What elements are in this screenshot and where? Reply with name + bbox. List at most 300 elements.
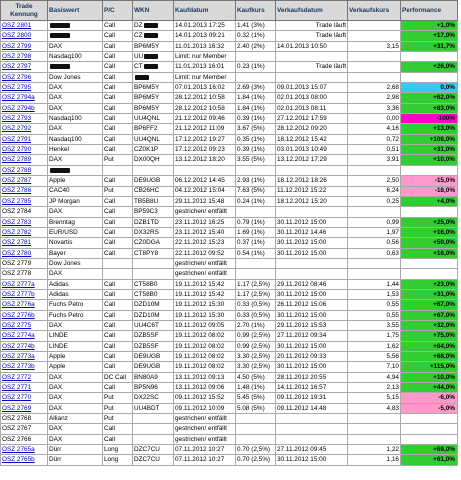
basiswert-cell: EUR/USD xyxy=(48,227,103,237)
kaufdatum-cell: 17.12.2012 19:27 xyxy=(174,134,236,144)
kaufkurs-cell: 2.69 (3%) xyxy=(236,83,276,93)
table-row xyxy=(1,393,458,403)
trade-id-link[interactable]: OSZ 2774a xyxy=(1,331,48,341)
trade-id-link: OSZ 2766 xyxy=(1,434,48,444)
performance-cell: +75,0% xyxy=(401,331,458,341)
pc-cell: Call xyxy=(103,434,133,444)
kaufdatum-cell: 09.11.2012 10:09 xyxy=(174,403,236,413)
trade-id-link[interactable]: OSZ 2795 xyxy=(1,83,48,93)
performance-cell: -18,0% xyxy=(401,186,458,196)
trade-id-link[interactable]: OSZ 2780 xyxy=(1,248,48,258)
trade-id-link[interactable]: OSZ 2792 xyxy=(1,124,48,134)
wkn-cell: BP6M5Y xyxy=(133,41,174,51)
performance-cell xyxy=(401,434,458,444)
table-row xyxy=(1,289,458,299)
kaufkurs-cell xyxy=(236,72,276,82)
basiswert-cell: DAX xyxy=(48,83,103,93)
basiswert-cell: DAX xyxy=(48,403,103,413)
kaufkurs-cell: 3.67 (5%) xyxy=(236,124,276,134)
wkn-cell: BN80A9 xyxy=(133,372,174,382)
header-pc: P/C xyxy=(103,1,133,21)
kaufdatum-cell: 07.11.2012 10:27 xyxy=(174,445,236,455)
kaufdatum-cell: 11.01.2013 16:01 xyxy=(174,62,236,72)
wkn-cell: DZC7CU xyxy=(133,445,174,455)
wkn-cell: UU4C6T xyxy=(133,320,174,330)
kaufkurs-cell: 1.17 (2,5%) xyxy=(236,279,276,289)
basiswert-cell xyxy=(48,21,103,31)
verkaufsdatum-cell: 09.11.2012 19:31 xyxy=(276,393,348,403)
verkaufsdatum-cell xyxy=(276,434,348,444)
trade-id-link[interactable]: OSZ 2765b xyxy=(1,455,48,465)
pc-cell: Call xyxy=(103,114,133,124)
table-row xyxy=(1,331,458,341)
verkaufskurs-cell xyxy=(348,269,401,279)
table-row xyxy=(1,134,458,144)
verkaufskurs-cell xyxy=(348,165,401,175)
wkn-cell: DE9UGB xyxy=(133,352,174,362)
verkaufsdatum-cell: 27.11.2012 09:34 xyxy=(276,331,348,341)
pc-cell: Put xyxy=(103,414,133,424)
verkaufsdatum-cell: 30.11.2012 15:00 xyxy=(276,289,348,299)
table-row xyxy=(1,62,458,72)
trade-id-link[interactable]: OSZ 2794b xyxy=(1,103,48,113)
kaufdatum-cell: 23.11.2012 15:40 xyxy=(174,227,236,237)
verkaufsdatum-cell: 20.11.2012 09:33 xyxy=(276,352,348,362)
trade-id-link[interactable]: OSZ 2786 xyxy=(1,186,48,196)
trade-id-link[interactable]: OSZ 2789 xyxy=(1,155,48,165)
kaufdatum-cell: 29.11.2012 15:48 xyxy=(174,196,236,206)
pc-cell: Put xyxy=(103,393,133,403)
kaufdatum-cell: 19.11.2012 08:02 xyxy=(174,362,236,372)
performance-cell: +26,0% xyxy=(401,62,458,72)
kaufdatum-cell: 11.01.2013 16:32 xyxy=(174,41,236,51)
kaufkurs-cell: 0.79 (1%) xyxy=(236,217,276,227)
performance-cell xyxy=(401,165,458,175)
kaufdatum-cell: Limit: nur Member xyxy=(174,72,236,82)
trade-id-link[interactable]: OSZ 2776a xyxy=(1,300,48,310)
performance-cell: +115,0% xyxy=(401,362,458,372)
pc-cell: Call xyxy=(103,145,133,155)
header-verkaufsdatum: Verkaufsdatum xyxy=(276,1,348,21)
trade-id-link[interactable]: OSZ 2801 xyxy=(1,21,48,31)
table-row xyxy=(1,103,458,113)
trade-id-link[interactable]: OSZ 2797 xyxy=(1,62,48,72)
wkn-cell: DX00QH xyxy=(133,155,174,165)
table-row xyxy=(1,269,458,279)
performance-cell: +68,0% xyxy=(401,352,458,362)
kaufkurs-cell xyxy=(236,52,276,62)
performance-cell: +83,0% xyxy=(401,103,458,113)
table-row xyxy=(1,145,458,155)
verkaufsdatum-cell xyxy=(276,207,348,217)
table-row xyxy=(1,155,458,165)
basiswert-cell: Dow Jones xyxy=(48,72,103,82)
redacted-mark xyxy=(135,75,149,80)
redacted-mark xyxy=(144,64,158,69)
verkaufskurs-cell: 1,75 xyxy=(348,331,401,341)
basiswert-cell: DAX xyxy=(48,269,103,279)
verkaufskurs-cell: 3,55 xyxy=(348,320,401,330)
kaufkurs-cell xyxy=(236,269,276,279)
trade-id-link[interactable]: OSZ 2791 xyxy=(1,134,48,144)
kaufkurs-cell: 0.23 (1%) xyxy=(236,62,276,72)
basiswert-cell: Dürr xyxy=(48,455,103,465)
kaufkurs-cell: 0.70 (2,5%) xyxy=(236,455,276,465)
basiswert-cell: Dow Jones xyxy=(48,258,103,268)
verkaufsdatum-cell: 18.12.2012 18:26 xyxy=(276,176,348,186)
kaufkurs-cell: 0.99 (2,5%) xyxy=(236,331,276,341)
verkaufskurs-cell xyxy=(348,31,401,41)
table-row xyxy=(1,124,458,134)
header-verkaufskurs: Verkaufskurs xyxy=(348,1,401,21)
kaufdatum-cell: 14.01.2013 09:21 xyxy=(174,31,236,41)
verkaufskurs-cell: 1,44 xyxy=(348,279,401,289)
verkaufsdatum-cell: 30.11.2012 15:00 xyxy=(276,455,348,465)
pc-cell: Call xyxy=(103,383,133,393)
trade-id-link[interactable]: OSZ 2782 xyxy=(1,227,48,237)
table-row xyxy=(1,300,458,310)
table-row xyxy=(1,114,458,124)
pc-cell: Call xyxy=(103,176,133,186)
verkaufsdatum-cell: 03.01.2013 10:49 xyxy=(276,145,348,155)
wkn-cell xyxy=(133,165,174,175)
basiswert-cell: Nasdaq100 xyxy=(48,52,103,62)
kaufdatum-cell: 19.11.2012 08:02 xyxy=(174,341,236,351)
kaufdatum-cell: 22.11.2012 15:23 xyxy=(174,238,236,248)
pc-cell: Call xyxy=(103,424,133,434)
kaufdatum-cell: 13.11.2012 09:06 xyxy=(174,383,236,393)
trade-id-link[interactable]: OSZ 2771 xyxy=(1,383,48,393)
kaufdatum-cell: 17.12.2012 09:23 xyxy=(174,145,236,155)
verkaufskurs-cell xyxy=(348,258,401,268)
verkaufskurs-cell: 5,15 xyxy=(348,393,401,403)
trade-id-link[interactable]: OSZ 2765a xyxy=(1,445,48,455)
verkaufsdatum-cell xyxy=(276,165,348,175)
kaufdatum-cell: 21.12.2012 09:46 xyxy=(174,114,236,124)
trade-id-link[interactable]: OSZ 2787 xyxy=(1,176,48,186)
wkn-cell: BP5N96 xyxy=(133,383,174,393)
kaufkurs-cell xyxy=(236,258,276,268)
header-row xyxy=(1,1,458,21)
basiswert-cell: Fuchs Petro xyxy=(48,310,103,320)
verkaufskurs-cell: 4,94 xyxy=(348,372,401,382)
verkaufsdatum-cell: 29.11.2012 15:53 xyxy=(276,320,348,330)
wkn-cell: UU4QNL xyxy=(133,134,174,144)
table-row xyxy=(1,414,458,424)
verkaufsdatum-cell: Trade läuft xyxy=(276,21,348,31)
basiswert-cell: DAX xyxy=(48,383,103,393)
wkn-cell: BP6M5Y xyxy=(133,83,174,93)
verkaufsdatum-cell xyxy=(276,424,348,434)
verkaufskurs-cell: 6,24 xyxy=(348,186,401,196)
wkn-cell: UU xyxy=(133,52,174,62)
trade-id-link[interactable]: OSZ 2773a xyxy=(1,352,48,362)
pc-cell: Long xyxy=(103,455,133,465)
wkn-cell: CT58B0 xyxy=(133,279,174,289)
kaufdatum-cell: 04.12.2012 15:04 xyxy=(174,186,236,196)
verkaufsdatum-cell: 14.11.2012 16:57 xyxy=(276,383,348,393)
performance-cell: -5,0% xyxy=(401,403,458,413)
verkaufsdatum-cell: 18.12.2012 15:20 xyxy=(276,196,348,206)
pc-cell: Call xyxy=(103,31,133,41)
basiswert-cell: Henkel xyxy=(48,145,103,155)
wkn-cell xyxy=(133,414,174,424)
kaufkurs-cell: 7.63 (5%) xyxy=(236,186,276,196)
basiswert-cell: JP Morgan xyxy=(48,196,103,206)
header-basiswert: Basiswert xyxy=(48,1,103,21)
basiswert-cell: Apple xyxy=(48,352,103,362)
basiswert-cell: Fuchs Petro xyxy=(48,300,103,310)
basiswert-cell: DAX xyxy=(48,103,103,113)
pc-cell: Call xyxy=(103,21,133,31)
trade-id-link[interactable]: OSZ 2775 xyxy=(1,320,48,330)
trade-id-link[interactable]: OSZ 2774b xyxy=(1,341,48,351)
basiswert-cell: DAX xyxy=(48,320,103,330)
performance-cell: +23,0% xyxy=(401,279,458,289)
wkn-cell: DX22SC xyxy=(133,393,174,403)
kaufdatum-cell: gestrichen/ entfällt xyxy=(174,207,236,217)
trade-id-link[interactable]: OSZ 2777b xyxy=(1,289,48,299)
verkaufsdatum-cell: 30.11.2012 15:00 xyxy=(276,217,348,227)
trade-id-link[interactable]: OSZ 2769 xyxy=(1,403,48,413)
pc-cell: Call xyxy=(103,207,133,217)
table-row xyxy=(1,403,458,413)
verkaufskurs-cell: 0,25 xyxy=(348,196,401,206)
trade-id-link[interactable]: OSZ 2790 xyxy=(1,145,48,155)
pc-cell xyxy=(103,165,133,175)
trade-id-link[interactable]: OSZ 2799 xyxy=(1,41,48,51)
kaufdatum-cell: 21.12.2012 11:09 xyxy=(174,124,236,134)
verkaufsdatum-cell: 26.11.2012 15:06 xyxy=(276,300,348,310)
verkaufskurs-cell: 5,56 xyxy=(348,352,401,362)
kaufdatum-cell: 09.11.2012 15:52 xyxy=(174,393,236,403)
pc-cell: Call xyxy=(103,62,133,72)
header-kaufdatum: Kaufdatum xyxy=(174,1,236,21)
table-row xyxy=(1,424,458,434)
trade-id-link[interactable]: OSZ 2783 xyxy=(1,217,48,227)
performance-cell xyxy=(401,207,458,217)
kaufkurs-cell xyxy=(236,207,276,217)
basiswert-cell: LINDE xyxy=(48,341,103,351)
performance-cell xyxy=(401,414,458,424)
table-row xyxy=(1,310,458,320)
wkn-cell: BP6FF2 xyxy=(133,124,174,134)
trade-id-link: OSZ 2768 xyxy=(1,414,48,424)
verkaufsdatum-cell: Trade läuft xyxy=(276,31,348,41)
verkaufsdatum-cell xyxy=(276,52,348,62)
basiswert-cell: Nasdaq100 xyxy=(48,114,103,124)
kaufdatum-cell: 19.11.2012 15:42 xyxy=(174,279,236,289)
wkn-cell: BP6M5Y xyxy=(133,93,174,103)
kaufdatum-cell: Limit: nur Member xyxy=(174,52,236,62)
kaufkurs-cell: 0.32 (1%) xyxy=(236,31,276,41)
kaufkurs-cell: 5.08 (5%) xyxy=(236,403,276,413)
trade-id-link[interactable]: OSZ 2777a xyxy=(1,279,48,289)
table-row xyxy=(1,207,458,217)
verkaufskurs-cell xyxy=(348,21,401,31)
redacted-mark xyxy=(50,64,70,69)
verkaufsdatum-cell: 28.12.2012 09:20 xyxy=(276,124,348,134)
header-performance: Performance xyxy=(401,1,458,21)
trade-id-link[interactable]: OSZ 2773b xyxy=(1,362,48,372)
pc-cell: Call xyxy=(103,72,133,82)
redacted-mark xyxy=(144,54,158,59)
wkn-cell: DZC7CU xyxy=(133,455,174,465)
table-row xyxy=(1,165,458,175)
kaufkurs-cell: 0.99 (2,5%) xyxy=(236,341,276,351)
kaufdatum-cell: 23.11.2012 16:25 xyxy=(174,217,236,227)
kaufkurs-cell xyxy=(236,424,276,434)
kaufkurs-cell: 0.24 (1%) xyxy=(236,196,276,206)
table-row xyxy=(1,238,458,248)
kaufkurs-cell: 3.30 (2,5%) xyxy=(236,362,276,372)
verkaufsdatum-cell: 18.12.2012 15:42 xyxy=(276,134,348,144)
table-row xyxy=(1,279,458,289)
kaufkurs-cell: 1.17 (2,5%) xyxy=(236,289,276,299)
kaufdatum-cell: 19.11.2012 08:02 xyxy=(174,331,236,341)
kaufdatum-cell: 19.11.2012 15:30 xyxy=(174,300,236,310)
kaufkurs-cell: 0.33 (0,5%) xyxy=(236,310,276,320)
verkaufsdatum-cell: 09.11.2012 14:48 xyxy=(276,403,348,413)
table-row xyxy=(1,176,458,186)
kaufkurs-cell: 1.84 (1%) xyxy=(236,103,276,113)
trade-id-link[interactable]: OSZ 2772 xyxy=(1,372,48,382)
pc-cell: Call xyxy=(103,331,133,341)
kaufdatum-cell: 06.12.2012 14:45 xyxy=(174,176,236,186)
trade-id-link[interactable]: OSZ 2776b xyxy=(1,310,48,320)
performance-cell: +50,0% xyxy=(401,238,458,248)
pc-cell: Call xyxy=(103,362,133,372)
basiswert-cell: DAX xyxy=(48,93,103,103)
kaufdatum-cell: gestrichen/ entfällt xyxy=(174,258,236,268)
trade-id-link[interactable]: OSZ 2796 xyxy=(1,72,48,82)
kaufkurs-cell: 0.54 (1%) xyxy=(236,248,276,258)
kaufkurs-cell: 0.39 (1%) xyxy=(236,114,276,124)
kaufkurs-cell: 1,41 (3%) xyxy=(236,21,276,31)
performance-cell: +69,0% xyxy=(401,445,458,455)
wkn-cell: DZB5SF xyxy=(133,331,174,341)
table-row xyxy=(1,72,458,82)
wkn-cell xyxy=(133,424,174,434)
wkn-cell: DX32RS xyxy=(133,227,174,237)
kaufkurs-cell xyxy=(236,414,276,424)
kaufdatum-cell: 13.12.2012 18:20 xyxy=(174,155,236,165)
kaufkurs-cell xyxy=(236,434,276,444)
performance-cell: +64,0% xyxy=(401,341,458,351)
redacted-mark xyxy=(144,23,158,28)
verkaufskurs-cell: 1,22 xyxy=(348,445,401,455)
performance-cell xyxy=(401,424,458,434)
verkaufsdatum-cell: 30.11.2012 14:46 xyxy=(276,227,348,237)
basiswert-cell xyxy=(48,62,103,72)
header-kaufkurs: Kaufkurs xyxy=(236,1,276,21)
basiswert-cell: DAX xyxy=(48,124,103,134)
performance-cell: +106,0% xyxy=(401,134,458,144)
trade-id-link[interactable]: OSZ 2781 xyxy=(1,238,48,248)
wkn-cell: DE9UGB xyxy=(133,176,174,186)
basiswert-cell: DAX xyxy=(48,372,103,382)
verkaufsdatum-cell: 11.12.2012 15:22 xyxy=(276,186,348,196)
wkn-cell xyxy=(133,258,174,268)
verkaufskurs-cell: 1,97 xyxy=(348,227,401,237)
pc-cell: Call xyxy=(103,341,133,351)
table-row xyxy=(1,320,458,330)
basiswert-cell: Brenntag xyxy=(48,217,103,227)
trade-id-link[interactable]: OSZ 2798 xyxy=(1,52,48,62)
pc-cell: Put xyxy=(103,155,133,165)
kaufdatum-cell: 07.11.2012 10:27 xyxy=(174,455,236,465)
basiswert-cell: Nasdaq100 xyxy=(48,134,103,144)
pc-cell: Call xyxy=(103,300,133,310)
table-row xyxy=(1,341,458,351)
verkaufskurs-cell xyxy=(348,207,401,217)
table-row xyxy=(1,248,458,258)
table-row xyxy=(1,383,458,393)
verkaufskurs-cell: 0,72 xyxy=(348,134,401,144)
kaufdatum-cell xyxy=(174,165,236,175)
performance-cell xyxy=(401,72,458,82)
pc-cell: Call xyxy=(103,217,133,227)
verkaufsdatum-cell: 29.11.2012 08:46 xyxy=(276,279,348,289)
wkn-cell: DZB5SF xyxy=(133,341,174,351)
performance-cell xyxy=(401,258,458,268)
performance-cell: +1,0% xyxy=(401,21,458,31)
verkaufskurs-cell: 1,53 xyxy=(348,289,401,299)
trade-id-link[interactable]: OSZ 2793 xyxy=(1,114,48,124)
verkaufskurs-cell: 1,62 xyxy=(348,341,401,351)
kaufdatum-cell: 07.01.2013 16:02 xyxy=(174,83,236,93)
verkaufsdatum-cell: 30.11.2012 15:00 xyxy=(276,362,348,372)
trade-id-link[interactable]: OSZ 2785 xyxy=(1,196,48,206)
trade-id-link[interactable]: OSZ 2770 xyxy=(1,393,48,403)
trade-id-link[interactable]: OSZ 2788 xyxy=(1,165,48,175)
basiswert-cell: Adidas xyxy=(48,279,103,289)
kaufkurs-cell: 1.84 (1%) xyxy=(236,93,276,103)
kaufdatum-cell: 19.11.2012 09:05 xyxy=(174,320,236,330)
wkn-cell: CZ xyxy=(133,31,174,41)
pc-cell: Call xyxy=(103,52,133,62)
table-row xyxy=(1,217,458,227)
kaufkurs-cell: 0.37 (1%) xyxy=(236,238,276,248)
trade-id-link[interactable]: OSZ 2800 xyxy=(1,31,48,41)
performance-cell: +62,0% xyxy=(401,93,458,103)
wkn-cell: CZ0DGA xyxy=(133,238,174,248)
basiswert-cell: DAX xyxy=(48,155,103,165)
performance-cell xyxy=(401,269,458,279)
wkn-cell xyxy=(133,269,174,279)
pc-cell: Call xyxy=(103,83,133,93)
pc-cell: Call xyxy=(103,310,133,320)
redacted-mark xyxy=(50,168,70,173)
verkaufskurs-cell xyxy=(348,52,401,62)
kaufdatum-cell: 19.11.2012 15:30 xyxy=(174,310,236,320)
verkaufskurs-cell xyxy=(348,62,401,72)
verkaufsdatum-cell: 30.11.2012 15:00 xyxy=(276,238,348,248)
verkaufskurs-cell: 2,68 xyxy=(348,83,401,93)
trade-id-link[interactable]: OSZ 2794a xyxy=(1,93,48,103)
performance-cell: +4,0% xyxy=(401,196,458,206)
verkaufsdatum-cell: 09.01.2013 15:07 xyxy=(276,83,348,93)
kaufdatum-cell: 28.12.2012 10:58 xyxy=(174,103,236,113)
verkaufsdatum-cell: 14.01.2013 10:50 xyxy=(276,41,348,51)
table-row xyxy=(1,352,458,362)
table-row xyxy=(1,186,458,196)
verkaufsdatum-cell: 27.11.2012 09:45 xyxy=(276,445,348,455)
kaufkurs-cell: 1.69 (1%) xyxy=(236,227,276,237)
kaufkurs-cell: 0.33 (0,5%) xyxy=(236,300,276,310)
verkaufskurs-cell: 0,56 xyxy=(348,238,401,248)
table-row xyxy=(1,227,458,237)
